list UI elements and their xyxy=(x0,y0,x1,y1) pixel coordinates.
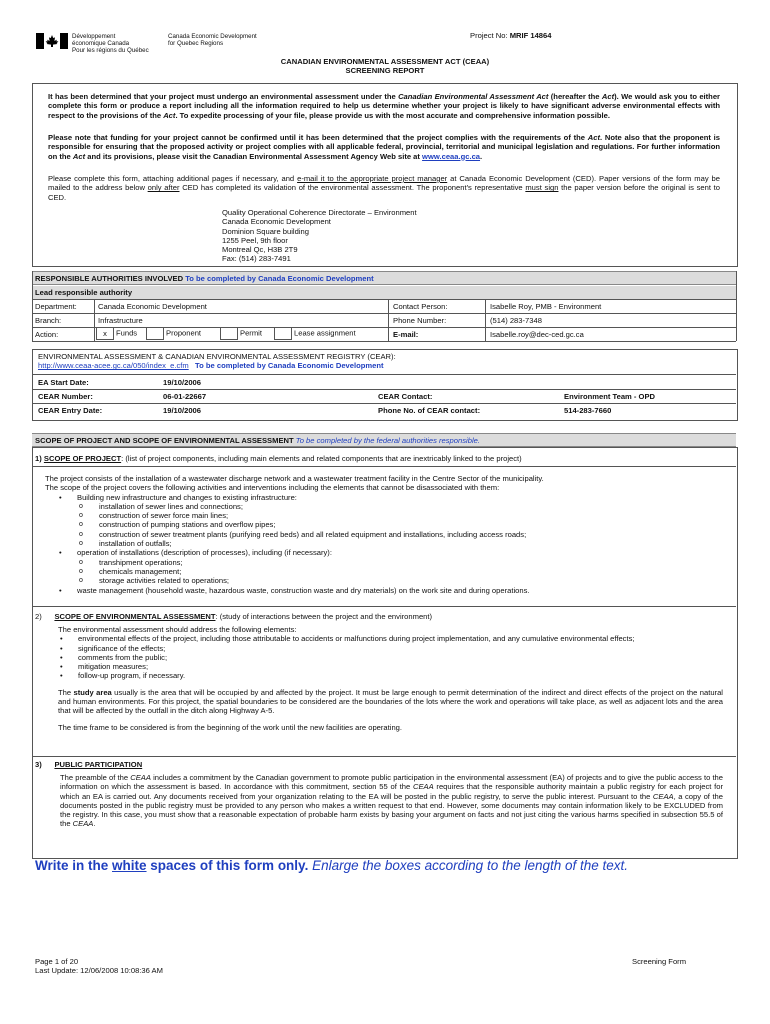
cear-contact-field[interactable]: Environment Team - OPD xyxy=(564,392,655,401)
public-participation-heading: 3) PUBLIC PARTICIPATION xyxy=(35,760,143,769)
branch-field[interactable]: Infrastructure xyxy=(98,316,143,325)
cear-entry-date-label: CEAR Entry Date: xyxy=(38,406,103,415)
department-name-english: Canada Economic Development for Quebec Regions xyxy=(168,33,257,47)
mailing-address: Quality Operational Coherence Directorate – Environment Canada Economic Development Dominion Square building 1255 Peel, 9th floor Montreal Qc, H3B 2T9 Fax: (514) 283-7491 xyxy=(222,208,417,264)
proponent-option: Proponent xyxy=(146,327,201,340)
email-label: E-mail: xyxy=(393,330,419,339)
department-name-french: Développement économique Canada Pour les régions du Québec xyxy=(72,33,149,54)
lead-authority-label: Lead responsible authority xyxy=(32,286,736,299)
funds-checkbox[interactable]: x xyxy=(96,327,114,340)
lease-option: Lease assignment xyxy=(274,327,356,340)
responsible-authorities-header: RESPONSIBLE AUTHORITIES INVOLVED To be completed by Canada Economic Development xyxy=(32,271,736,285)
ceaa-website-link[interactable]: www.ceaa.gc.ca xyxy=(422,151,481,161)
cear-heading: ENVIRONMENTAL ASSESSMENT & CANADIAN ENVIRONMENTAL ASSESSMENT REGISTRY (CEAR): http://www.ceaa-acee.gc.ca/050/index_e.cfm To be completed by Canada Economic Development xyxy=(38,352,396,371)
phone-number-field[interactable]: (514) 283-7348 xyxy=(490,316,542,325)
scope-of-project-heading: 1) SCOPE OF PROJECT: (list of project components, including main elements and related components that are inextricably linked to the project) xyxy=(35,454,522,463)
permit-checkbox[interactable] xyxy=(220,327,238,340)
action-label: Action: xyxy=(35,330,59,339)
scope-of-assessment-heading: 2) SCOPE OF ENVIRONMENTAL ASSESSMENT: (study of interactions between the project and the environment) xyxy=(35,612,433,621)
public-participation-content: The preamble of the CEAA includes a commitment by the Canadian government to promote public participation in the environmental assessment (EA) of projects and to give the public access to the information on which the assessment is based. In accordance with this commitment, section 55 of the CEAA requires that the responsible authority maintain a public registry for each project for which an EA is carried out. Any documents received from your organization relating to the EA will be posted in the public registry, to serve the public interest. Pursuant to the CEAA, a copy of the documents posted in the public registry must be provided to any person who makes a written request to that end. However, some documents may contain information likely to be EXCLUDED from the registry. In this case, you must show that a reasonable expectation of probable harm exists by basing your argument on facts and not just citing the various harms specified in subsection 55.5 of the CEAA. xyxy=(60,773,724,829)
department-field[interactable]: Canada Economic Development xyxy=(98,302,207,311)
lease-assignment-checkbox[interactable] xyxy=(274,327,292,340)
cear-contact-label: CEAR Contact: xyxy=(378,392,433,401)
phone-number-label: Phone Number: xyxy=(393,316,447,325)
cear-entry-date-field[interactable]: 19/10/2006 xyxy=(163,406,202,415)
cear-phone-field[interactable]: 514-283-7660 xyxy=(564,406,612,415)
cear-number-field[interactable]: 06-01-22667 xyxy=(163,392,207,401)
intro-paragraph-2: Please note that funding for your project cannot be confirmed until it has been determined that the project complies with the requirements of the Act. Note also that the proponent is responsible for ensuring that the proposed activity or project complies with all applicable federal, provincial, territorial and municipal legislation and regulations. For further information on the Act and its provisions, please visit the Canadian Environmental Assessment Agency Web site at www.ceaa.gc.ca. xyxy=(48,133,720,161)
canada-flag-logo xyxy=(36,33,68,49)
scope-of-project-content[interactable]: The project consists of the installation of a wastewater discharge network and a wastewater treatment facility in the Centre Sector of the municipality. The scope of the project covers the following activities and interventions including the elements that cannot be disassociated with them: • Building new infrastructure and changes to existing infrastructure: o installation of sewer lines and connections; o construction of sewer force main lines; o construction of pumping stations and overflow pipes; o construction of sewer treatment plants (purifying reed beds) and all related equipment and installations, including access roads; o installation of outfalls; • operation of installations (description of processes), including (if necessary): o transhipment operations; o chemicals management; o storage activities related to operations; • waste management (household waste, hazardous waste, construction waste and dry materials) on the work site and during operations. xyxy=(45,474,725,595)
permit-option: Permit xyxy=(220,327,262,340)
cear-phone-label: Phone No. of CEAR contact: xyxy=(378,406,481,415)
funds-label: Funds xyxy=(116,328,138,338)
cear-number-label: CEAR Number: xyxy=(38,392,93,401)
page-number: Page 1 of 20 Last Update: 12/06/2008 10:08:36 AM xyxy=(35,957,163,976)
ea-start-date-field[interactable]: 19/10/2006 xyxy=(163,378,202,387)
cear-registry-link[interactable]: http://www.ceaa-acee.gc.ca/050/index_e.cfm xyxy=(38,361,189,371)
branch-label: Branch: xyxy=(35,316,62,325)
department-label: Department: xyxy=(35,302,77,311)
proponent-checkbox[interactable] xyxy=(146,327,164,340)
scope-header: SCOPE OF PROJECT AND SCOPE OF ENVIRONMENTAL ASSESSMENT To be completed by the federal authorities responsible. xyxy=(32,433,736,447)
page-title: CANADIAN ENVIRONMENTAL ASSESSMENT ACT (CEAA) SCREENING REPORT xyxy=(280,57,490,76)
email-field[interactable]: Isabelle.roy@dec-ced.gc.ca xyxy=(490,330,584,339)
ea-start-date-label: EA Start Date: xyxy=(38,378,89,387)
form-instructions-note: Write in the white spaces of this form only. Enlarge the boxes according to the length of the text. xyxy=(35,858,629,873)
action-options xyxy=(96,327,137,340)
contact-person-field[interactable]: Isabelle Roy, PMB - Environment xyxy=(490,302,602,311)
scope-of-assessment-content[interactable]: The environmental assessment should address the following elements: • environmental effects of the project, including those attributable to accidents or malfunctions during project implementation, and any cumulative environmental effects; • significance of the effects; • comments from the public; • mitigation measures; • follow-up program, if necessary. The study area usually is the area that will be occupied by and affected by the project. It must be large enough to permit determination of the indirect and direct effects of the project on the natural and human environments. For this project, the spatial boundaries to be considered are the boundaries of the lots where the work and operations will take place, as well as adjacent lots and the area that will be affected by the outfall in the ditch along Highway A-5. The time frame to be considered is from the beginning of the work until the new facilities are operating. xyxy=(58,625,723,732)
project-number: Project No: MRIF 14864 xyxy=(470,31,552,40)
intro-paragraph-1: It has been determined that your project must undergo an environmental assessment under the Canadian Environmental Assessment Act (hereafter the Act). We would ask you to either complete this form or produce a report including all the information required to help us determine whether your project is likely to have significant adverse environmental effects with respect to the provisions of the Act. To expedite processing of your file, please provide us with the most accurate and comprehensive information possible. xyxy=(48,92,721,120)
contact-person-label: Contact Person: xyxy=(393,302,448,311)
intro-paragraph-3: Please complete this form, attaching additional pages if necessary, and e-mail it to the appropriate project manager at Canada Economic Development (CED). Paper versions of the form may be mailed to the address below only after CED has completed its validation of the environmental assessment. The proponent's representative must sign the paper version before the original is sent to CED. xyxy=(48,174,721,202)
form-name: Screening Form xyxy=(632,957,687,966)
